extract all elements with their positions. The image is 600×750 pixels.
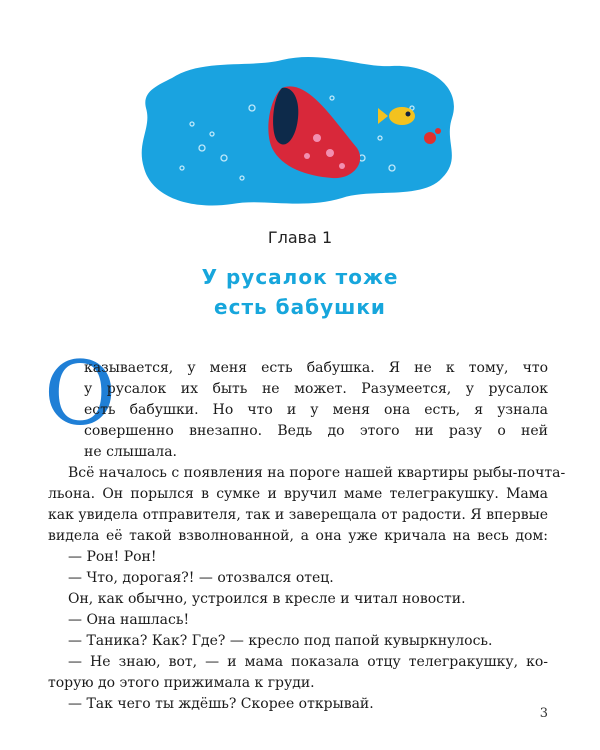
dialogue-line: — Не знаю, вот, — и мама показала отцу телегракушку, ко- (68, 654, 548, 670)
dialogue-line: — Рон! Рон! (68, 549, 157, 565)
text-line: Всё началось с появления на пороге нашей квартиры рыбы-почта- (68, 465, 566, 481)
dialogue-line: Он, как обычно, устроился в кресле и читал новости. (68, 591, 466, 607)
text-line: как увидела отправителя, так и заверещала от радости. Я впервые (48, 507, 548, 523)
dialogue-line: — Что, дорогая?! — отозвался отец. (68, 570, 334, 586)
text-line: совершенно внезапно. Ведь до этого ни разу о ней (84, 423, 548, 439)
chapter-label: Глава 1 (267, 228, 333, 247)
chapter-title (0, 262, 600, 322)
text-line: не слышала. (84, 444, 177, 460)
chapter-illustration (132, 38, 466, 214)
dialogue-line: — Так чего ты ждёшь? Скорее открывай. (68, 696, 374, 712)
dialogue (48, 547, 548, 715)
dialogue-line: — Она нашлась! (68, 612, 190, 628)
page-number: 3 (539, 706, 548, 721)
dialogue-line: торую до этого прижимала к груди. (48, 675, 315, 691)
text-line: казывается, у меня есть бабушка. Я не к тому, что (84, 360, 548, 376)
body-text (48, 358, 566, 715)
text-line: льона. Он порылся в сумке и вручил маме телегракушку. Мама (48, 486, 548, 502)
paragraph-2 (48, 463, 566, 547)
text-line: видела её такой взволнованной, а она уже кричала на весь дом: (48, 528, 548, 544)
text-line: есть бабушки. Но что и у меня она есть, я узнала (84, 402, 548, 418)
chapter-title-line-1: У русалок тоже (201, 265, 399, 289)
chapter-title-line-2: есть бабушки (214, 295, 386, 319)
dialogue-line: — Таника? Как? Где? — кресло под папой кувыркнулось. (68, 633, 493, 649)
drop-cap: О (44, 342, 117, 445)
text-line: у русалок их быть не может. Разумеется, у русалок (84, 381, 548, 397)
paragraph-1 (84, 358, 548, 463)
